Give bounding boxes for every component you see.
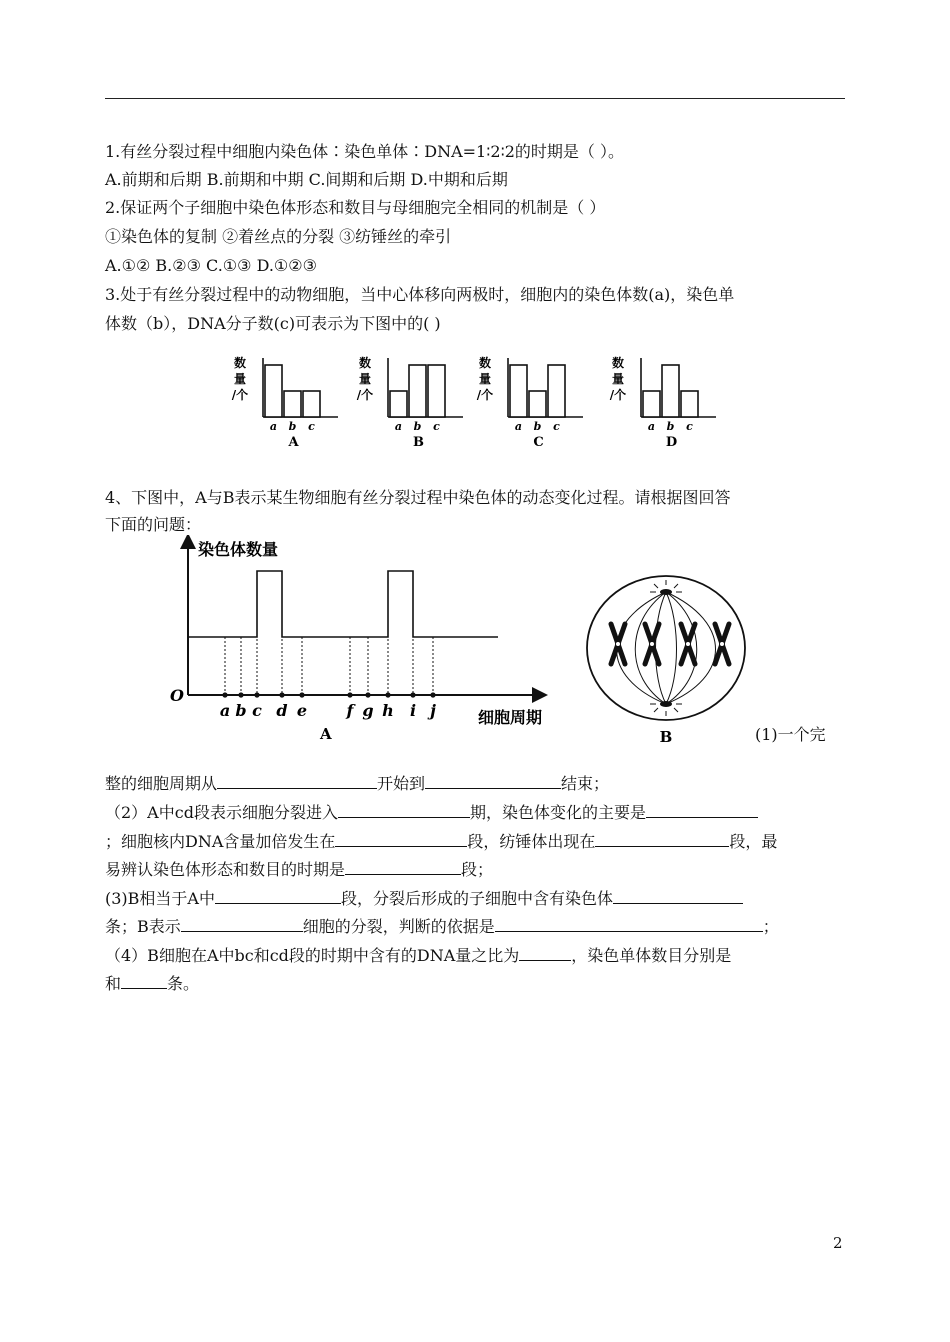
q3-tick-label: b — [288, 420, 297, 433]
q3-bar-c — [428, 365, 445, 417]
q3-bar-b — [662, 365, 679, 417]
q3-tick-label: c — [433, 420, 440, 433]
q4-part3-text-d: 细胞的分裂，判断的依据是 — [302, 917, 495, 936]
figure-a-time-points — [220, 571, 436, 720]
answer-blank-chromatid-count[interactable] — [121, 972, 167, 989]
q1-options: A.前期和后期 B.前期和中期 C.间期和后期 D.中期和后期 — [105, 170, 508, 189]
q3-tick-label: b — [533, 420, 542, 433]
q4-part3-line2 — [105, 915, 779, 938]
chromosome — [645, 624, 659, 664]
answer-blank-basis[interactable] — [495, 915, 763, 932]
q3-tick-label: a — [514, 420, 523, 433]
q4-part4-text-b: ，染色单体数目分别是 — [571, 946, 732, 965]
figure-a-label: A — [320, 725, 332, 743]
answer-blank-cycle-end[interactable] — [425, 772, 561, 789]
centromere — [720, 642, 725, 647]
time-point-label: j — [430, 701, 436, 720]
q4-part4-line1 — [105, 944, 731, 967]
figure-a-count-curve — [188, 571, 498, 637]
figure-a-x-label: 细胞周期 — [478, 708, 543, 727]
q3-ylabel-part: 量 — [478, 372, 492, 386]
answer-blank-cell-type[interactable] — [181, 915, 303, 932]
centrosome-top — [650, 580, 682, 595]
header-rule — [105, 98, 845, 99]
figure-b-label: B — [659, 728, 673, 746]
time-point-label: h — [382, 701, 394, 720]
chromosome — [715, 624, 729, 664]
chromosome — [681, 624, 695, 664]
q4-intro-line1: 4、下图中，A与B表示某生物细胞有丝分裂过程中染色体的动态变化过程。请根据图回答 — [105, 488, 731, 507]
q3-ylabel-part: 量 — [611, 372, 625, 386]
centromere — [650, 642, 655, 647]
q4-part2-line1 — [105, 801, 758, 824]
q4-part2-text-d: 段，纺锤体出现在 — [467, 832, 596, 851]
q3-ylabel-part: /个 — [476, 388, 494, 402]
q4-part4-text-c: 和 — [105, 974, 122, 993]
q3-ylabel-part: /个 — [356, 388, 374, 402]
q4-part1-text-b: 开始到 — [377, 774, 426, 793]
q3-line2: 体数（b），DNA分子数(c)可表示为下图中的( ) — [105, 314, 441, 333]
answer-blank-cycle-start[interactable] — [217, 772, 377, 789]
q4-part3-text-a: (3)B相当于A中 — [105, 889, 215, 908]
q1-stem: 1.有丝分裂过程中细胞内染色体∶染色单体∶DNA=1∶2∶2的时期是（ ）。 — [105, 142, 625, 161]
q4-part4-text-d: 条。 — [167, 974, 200, 993]
answer-blank-chromosome-change[interactable] — [646, 801, 758, 818]
figure-a-chromosome-graph — [160, 535, 560, 750]
q3-tick-label: b — [413, 420, 422, 433]
time-point-label: i — [409, 701, 417, 720]
q3-ylabel-part: /个 — [609, 388, 627, 402]
q3-chart-label: A — [288, 435, 299, 450]
q4-part3-text-e: ； — [762, 917, 779, 936]
q3-bar-b — [529, 391, 546, 417]
q3-ylabel-part: 数 — [478, 356, 492, 370]
q2-statements: ①染色体的复制 ②着丝点的分裂 ③纺锤丝的牵引 — [105, 227, 452, 246]
time-point-label: b — [235, 701, 247, 720]
spindle-fibers — [617, 592, 716, 704]
q3-tick-label: a — [394, 420, 403, 433]
answer-blank-dna-doubling[interactable] — [335, 830, 467, 847]
q3-chart-b — [357, 355, 463, 450]
chromosome — [611, 624, 625, 664]
answer-blank-dna-ratio[interactable] — [519, 944, 571, 961]
q4-part1-text-c: 结束； — [561, 774, 610, 793]
figure-b-dividing-cell — [580, 572, 750, 747]
q3-tick-label: b — [666, 420, 675, 433]
q3-chart-label: D — [665, 435, 678, 450]
q4-intro-line2: 下面的问题： — [105, 515, 202, 534]
q4-part3-text-c: 条；B表示 — [105, 917, 181, 936]
centromere — [616, 642, 621, 647]
q4-part1-text-a: 整的细胞周期从 — [105, 774, 218, 793]
q3-ylabel-part: 数 — [233, 356, 247, 370]
time-point-dot — [410, 692, 415, 697]
q3-chart-a — [232, 355, 338, 450]
q3-chart-label: B — [413, 435, 424, 450]
q3-bar-c — [681, 391, 698, 417]
time-point-label: c — [252, 701, 262, 720]
time-point-dot — [254, 692, 259, 697]
page-number: 2 — [833, 1234, 843, 1252]
time-point-label: f — [346, 701, 354, 720]
q3-bar-a — [265, 365, 282, 417]
q3-tick-label: c — [686, 420, 693, 433]
q4-part4-text-a: （4）B细胞在A中bc和cd段的时期中含有的DNA量之比为 — [105, 946, 520, 965]
q3-ylabel-part: /个 — [231, 388, 249, 402]
time-point-label: d — [276, 701, 288, 720]
q4-part2-text-c: ；细胞核内DNA含量加倍发生在 — [105, 832, 336, 851]
centrosome-bottom — [650, 701, 682, 716]
time-point-dot — [365, 692, 370, 697]
answer-blank-cd-phase[interactable] — [338, 801, 470, 818]
q3-tick-label: a — [647, 420, 656, 433]
q3-tick-label: c — [308, 420, 315, 433]
q3-bar-b — [409, 365, 426, 417]
q3-chart-label: C — [533, 435, 544, 450]
q4-part4-line2 — [105, 972, 199, 995]
q4-part2-text-e: 段，最 — [729, 832, 778, 851]
q3-ylabel-part: 数 — [358, 356, 372, 370]
time-point-dot — [238, 692, 243, 697]
time-point-dot — [430, 692, 435, 697]
centromere — [686, 642, 691, 647]
q3-bar-c — [548, 365, 565, 417]
q4-part3-line1 — [105, 887, 743, 910]
time-point-label: a — [219, 701, 231, 720]
q4-part2-text-g: 段； — [461, 860, 494, 879]
answer-blank-daughter-chromosomes[interactable] — [613, 887, 743, 904]
time-point-label: g — [362, 701, 374, 720]
time-point-dot — [385, 692, 390, 697]
q2-options: A.①② B.②③ C.①③ D.①②③ — [105, 256, 317, 275]
q3-chart-c — [477, 355, 583, 450]
time-point-dot — [222, 692, 227, 697]
q3-bar-b — [284, 391, 301, 417]
q3-chart-d — [610, 355, 716, 450]
time-point-dot — [279, 692, 284, 697]
time-point-label: e — [296, 701, 308, 720]
q4-part2-line3 — [105, 858, 493, 881]
q4-part3-text-b: 段，分裂后形成的子细胞中含有染色体 — [340, 889, 613, 908]
q4-part1-start: (1)一个完 — [755, 725, 826, 744]
q3-ylabel-part: 量 — [233, 372, 247, 386]
q3-tick-label: a — [269, 420, 278, 433]
q3-ylabel-part: 数 — [611, 356, 625, 370]
q3-bar-a — [390, 391, 407, 417]
q3-bar-charts — [0, 350, 950, 455]
q3-bar-c — [303, 391, 320, 417]
time-point-dot — [299, 692, 304, 697]
q3-line1: 3.处于有丝分裂过程中的动物细胞，当中心体移向两极时，细胞内的染色体数(a)，染色单 — [105, 285, 735, 304]
q4-part2-text-b: 期，染色体变化的主要是 — [469, 803, 646, 822]
answer-blank-b-segment[interactable] — [215, 887, 341, 904]
q3-ylabel-part: 量 — [358, 372, 372, 386]
figure-a-y-label: 染色体数量 — [198, 540, 279, 559]
q3-tick-label: c — [553, 420, 560, 433]
time-point-dot — [347, 692, 352, 697]
q4-part2-text-a: （2）A中cd段表示细胞分裂进入 — [105, 803, 338, 822]
q2-stem: 2.保证两个子细胞中染色体形态和数目与母细胞完全相同的机制是（ ） — [105, 198, 606, 217]
answer-blank-metaphase[interactable] — [345, 858, 461, 875]
q4-part1 — [105, 772, 609, 795]
q3-bar-a — [643, 391, 660, 417]
q4-part2-text-f: 易辨认染色体形态和数目的时期是 — [105, 860, 346, 879]
answer-blank-spindle[interactable] — [595, 830, 729, 847]
figure-a-origin: O — [170, 686, 184, 705]
q4-part2-line2 — [105, 830, 777, 853]
q3-bar-a — [510, 365, 527, 417]
